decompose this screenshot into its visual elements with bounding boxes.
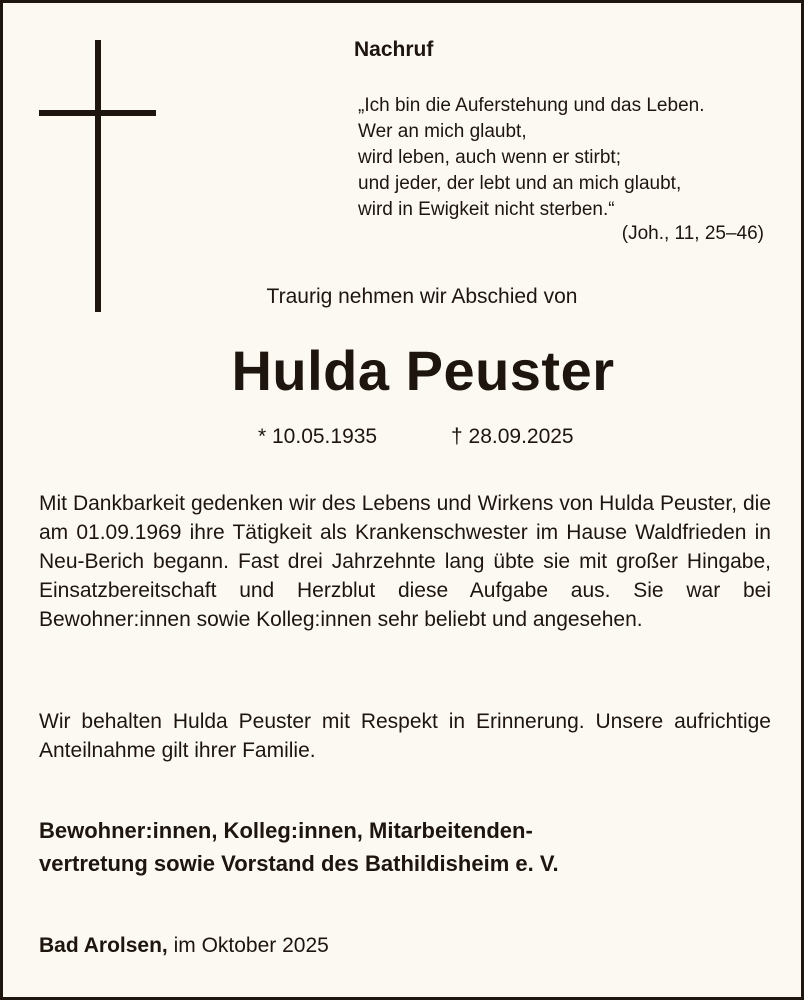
signers — [39, 814, 779, 880]
condolence-paragraph: Wir behalten Hulda Peuster mit Respekt in Erinnerung. Unsere aufrichtige Anteilnahme gilt ihrer Familie. — [39, 710, 771, 762]
quote-line: „Ich bin die Auferstehung und das Leben. — [358, 95, 705, 116]
birth-date: * 10.05.1935 — [258, 425, 378, 448]
quote-line: wird in Ewigkeit nicht sterben.“ — [358, 199, 615, 220]
deceased-name: Hulda Peuster — [231, 339, 615, 402]
signers-line: Bewohner:innen, Kolleg:innen, Mitarbeitenden- — [39, 818, 533, 843]
signers-line: vertretung sowie Vorstand des Bathildisheim e. V. — [39, 851, 559, 876]
quote-line: und jeder, der lebt und an mich glaubt, — [358, 173, 682, 194]
bible-quote — [358, 93, 778, 223]
life-dates — [3, 423, 804, 451]
place-and-date — [39, 932, 329, 960]
place-city: Bad Arolsen, — [39, 934, 168, 957]
quote-citation: (Joh., 11, 25–46) — [621, 223, 764, 244]
farewell-intro: Traurig nehmen wir Abschied von — [266, 285, 578, 308]
tribute-paragraph: Mit Dankbarkeit gedenken wir des Lebens und Wirkens von Hulda Peuster, die am 01.09.1969 ihre Tätigkeit als Krankenschwester im Hause Waldfrieden in Neu-Berich begann. Fast drei Jahrzehnte lang übte sie mit großer Hingabe, Einsatzbereitschaft und Herzblut diese Aufgabe aus. Sie war bei Bewohner:innen sowie Kolleg:innen sehr beliebt und angesehen. — [39, 492, 771, 631]
cross-icon-horizontal-bar — [39, 110, 156, 116]
quote-line: wird leben, auch wenn er stirbt; — [358, 147, 621, 168]
place-date: im Oktober 2025 — [173, 934, 329, 957]
notice-heading: Nachruf — [354, 38, 434, 61]
cross-icon-vertical-bar — [95, 40, 101, 312]
death-date: † 28.09.2025 — [451, 425, 574, 448]
quote-line: Wer an mich glaubt, — [358, 121, 527, 142]
